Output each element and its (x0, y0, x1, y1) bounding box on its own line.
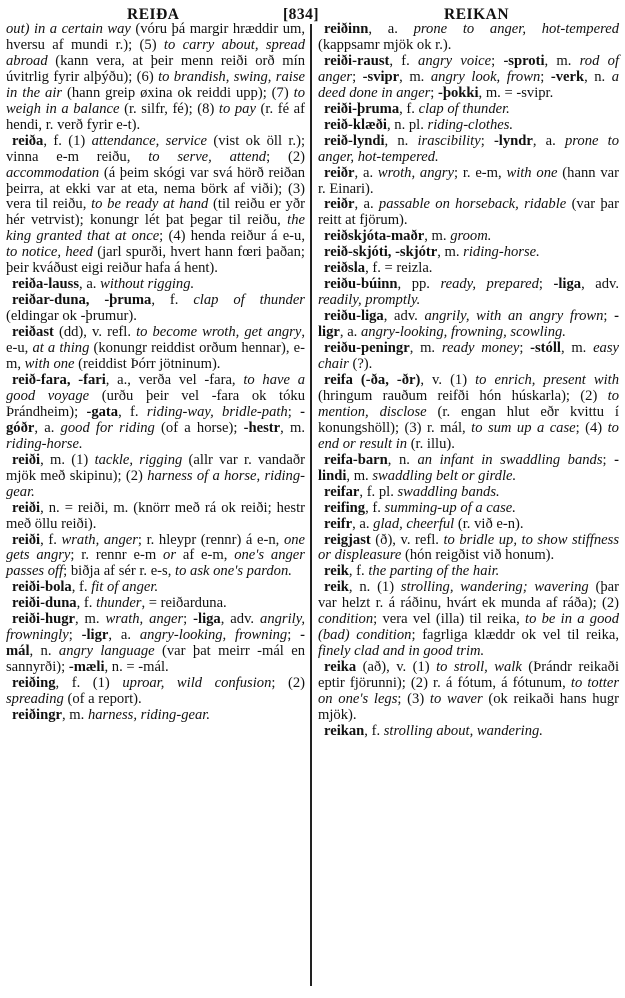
definition: clap of thunder (193, 292, 305, 309)
entry-text: , m. (1) (40, 451, 95, 468)
definition: tackle, rigging (94, 451, 183, 468)
entry-text: (Þrándr reikaði eptir fjörunni); (2) r. á fótum, á fótunum, (318, 659, 619, 692)
entry-text: ; (538, 276, 554, 293)
headword: reið-skjóti, -skjótr (324, 244, 438, 261)
entry-text: ; (491, 52, 504, 69)
definition: to pay (218, 100, 256, 117)
definition: to waver (429, 691, 483, 708)
definition: strolling about, wandering. (383, 722, 543, 739)
entry-text: , a. (34, 419, 61, 436)
entry-text: , n. (384, 132, 418, 149)
dictionary-entry (6, 676, 305, 708)
entry-text: (vóru þá margir hræddir um, hversu af mundi r.); (5) (6, 21, 305, 53)
entry-text: ; (519, 340, 531, 357)
entry-text: (vist ok öll r.); vinna e-m reiðu, (6, 132, 305, 165)
entry-text: (hringum rauðum reifði hón húskarla); (2) (318, 387, 608, 404)
definition: angrily, frowningly (6, 611, 306, 644)
dictionary-entry (318, 453, 619, 485)
dictionary-entry (6, 596, 305, 612)
entry-text: , m. (409, 340, 442, 357)
entry-text: , a. (339, 324, 361, 341)
entry-text: (urðu þeir vel -fara ok tóku Þrándheim); (6, 387, 305, 420)
headword: reið-lyndi (324, 132, 385, 149)
definition: strolling, wandering; wavering (400, 579, 589, 596)
entry-text: , f. (118, 403, 147, 420)
entry-text: , e-u, (6, 324, 305, 357)
headword: reiða (12, 132, 44, 149)
headword: reiða-lauss (12, 276, 80, 293)
definition: one's anger passes off (6, 547, 305, 580)
headword: reik (324, 579, 349, 596)
headword: reiðing (12, 675, 56, 692)
entry-text: (r. við e-n). (454, 515, 524, 532)
definition: to be in a good (bad) condition (318, 611, 619, 644)
definition: riding-way, bridle-path (146, 403, 288, 420)
definition: ready money (441, 340, 520, 357)
definition: spreading (6, 691, 64, 708)
entry-text: (dd), v. refl. (53, 324, 137, 341)
entry-text: ; (68, 627, 82, 644)
headword: reiði (12, 531, 41, 548)
entry-text: (hann greip øxina ok reiddi upp); (7) (62, 84, 294, 101)
headword: -lyndr (493, 132, 533, 149)
dictionary-entry (318, 501, 619, 517)
headword: reiðr (324, 196, 355, 213)
definition: angry-looking, frowning (139, 627, 288, 644)
entry-text: ; (603, 308, 615, 325)
definition: summing-up of a case. (384, 499, 516, 516)
headword: -ligr (81, 627, 109, 644)
entry-text: , m. (399, 68, 431, 85)
definition: riding-horse. (463, 244, 540, 261)
definition: wrath, anger (61, 531, 138, 548)
dictionary-entry (318, 197, 619, 229)
definition: to serve, attend (148, 148, 267, 165)
entry-text: (hón reigðist við honum). (401, 547, 555, 564)
definition: to carry about, spread abroad (6, 36, 306, 69)
entry-text: , f. (151, 292, 194, 309)
entry-text: ; (352, 68, 363, 85)
headword: -lindi (318, 451, 620, 484)
definition: to enrich, present with (475, 371, 619, 388)
headword: reiðast (12, 324, 54, 341)
entry-text: (r. silfr, fé); (8) (119, 100, 219, 117)
entry-text: , n. (584, 68, 612, 85)
definition: prone to anger, hot-tempered. (318, 132, 619, 165)
entry-text: , n. pl. (386, 116, 428, 133)
headword: reifar (324, 483, 360, 500)
entry-text: , adv. (581, 276, 619, 293)
headword: -þokki (437, 84, 479, 101)
entry-text: , f. (389, 52, 419, 69)
headword: -hestr (243, 419, 281, 436)
entry-text: , m. (560, 340, 594, 357)
entry-text: , a. (352, 515, 374, 532)
headword: -mæli (68, 659, 105, 676)
definition: riding-horse. (6, 435, 83, 452)
entry-text: (allr var r. vandaðr mjök með skipinu); (2) (6, 451, 305, 484)
entry-text: , n. (387, 451, 418, 468)
headword: -svipr (362, 68, 400, 85)
entry-text: , adv. (383, 308, 425, 325)
definition: to weigh in a balance (6, 84, 305, 117)
definition: easy chair (318, 340, 619, 373)
definition: angry look, frown (430, 68, 541, 85)
dictionary-entry (6, 612, 305, 676)
definition: out) in a certain way (6, 21, 131, 37)
definition: with one (24, 356, 75, 373)
entry-text: ; biðja af sér r. e-s, (63, 563, 176, 580)
dictionary-entry (6, 293, 305, 325)
entry-text: , f. (364, 722, 384, 739)
entry-text: ; (287, 627, 301, 644)
headword: reifa (-ða, -ðr) (324, 371, 421, 388)
dictionary-entry (318, 517, 619, 533)
entry-text: (reiddist Þórr jötninum). (74, 356, 221, 373)
dictionary-entry (318, 229, 619, 245)
definition: condition (318, 611, 374, 628)
definition: readily, promptly. (318, 292, 421, 309)
entry-text: , m. (346, 467, 373, 484)
dictionary-entry (6, 134, 305, 278)
dictionary-entry (318, 102, 619, 118)
headword: -liga (553, 276, 582, 293)
entry-text: , f. = reizla. (365, 260, 433, 277)
dictionary-entry (318, 22, 619, 54)
entry-text: , f. (1) (43, 132, 92, 149)
entry-text: (eldingar ok -þrumur). (6, 308, 137, 325)
entry-text: (of a horse); (154, 419, 244, 436)
entry-text: (var þar reitt at fjörum). (318, 196, 619, 229)
headword: reiðu-peningr (324, 340, 410, 357)
definition: to ask one's pardon. (175, 563, 292, 580)
definition: to end or result in (318, 419, 619, 452)
entry-text: , m. (62, 706, 88, 723)
entry-text: , m. (74, 611, 106, 628)
entry-text: , a. (354, 196, 379, 213)
entry-text: , a., verða vel -fara, (105, 371, 244, 388)
headword: reifing (324, 499, 366, 516)
entry-text: (r. fé af hendi, r. verð fyrir e-t). (6, 100, 305, 133)
headword: reiðu-liga (324, 308, 384, 325)
entry-text: , f. (399, 100, 419, 117)
headword: -verk (550, 68, 585, 85)
dictionary-entry (318, 166, 619, 198)
headword: reiði (12, 499, 41, 516)
dictionary-entry (318, 533, 619, 565)
definition: attendance, service (91, 132, 207, 149)
definition: to sum up a case (471, 419, 576, 436)
entry-text: , pp. (397, 276, 441, 293)
entry-text: ; (2) (266, 148, 305, 165)
headword: -ligr (318, 308, 620, 341)
definition: swaddling bands. (397, 483, 500, 500)
definition: harness, riding-gear. (87, 706, 210, 723)
entry-text: , f. (1) (55, 675, 123, 692)
entry-text: ; (2) (271, 675, 305, 692)
headword: reikan (324, 722, 365, 739)
headword: reiði-raust (324, 52, 390, 69)
dictionary-entry (6, 501, 305, 533)
definition: good for riding (60, 419, 155, 436)
dictionary-entry (318, 373, 619, 453)
definition: an infant in swaddling bands (417, 451, 603, 468)
entry-text: ; (540, 68, 551, 85)
headword: reiði-bola (12, 579, 72, 596)
dictionary-entry (6, 708, 305, 724)
entry-text: ; (4) henda reiður á e-u, (159, 228, 305, 245)
headword: reiði-hugr (12, 611, 75, 628)
entry-text: , f. (40, 531, 62, 548)
dictionary-entry (318, 309, 619, 341)
headword: reiðsla (324, 260, 366, 277)
headword: -stóll (530, 340, 561, 357)
definition: to have a good voyage (6, 371, 306, 404)
entry-text: , a. (79, 276, 101, 293)
entry-text: , f. pl. (359, 483, 398, 500)
definition: riding-clothes. (427, 116, 514, 133)
entry-text: (var þat meirr -mál en sannyrði); (6, 643, 306, 676)
entry-text: ; (602, 451, 615, 468)
definition: to totter on one's legs (318, 675, 619, 708)
entry-text: , n. (1) (348, 579, 401, 596)
entry-text: (hann var r. Einari). (318, 164, 619, 197)
definition: swaddling belt or girdle. (372, 467, 517, 484)
entry-text: (jarl spurði, hvert hann fœri þaðan; þeir kváðust eigi reiður hafa á hent). (6, 244, 305, 277)
entry-text: (ok reikaði hans hugr mjök). (318, 691, 619, 723)
definition: accommodation (6, 164, 100, 181)
headword: reið-klæði (324, 116, 387, 133)
definition: to notice, heed (6, 244, 93, 261)
running-head-left: REIÐA (127, 6, 180, 23)
dictionary-entry (318, 245, 619, 261)
entry-text: , a. (532, 132, 565, 149)
entry-text: ; fagrliga klæddr ok vel til reika, (411, 627, 619, 644)
headword: -gata (86, 403, 119, 420)
entry-text: , m. (280, 419, 305, 436)
entry-text: ; (287, 403, 301, 420)
definition: a deed done in anger (318, 68, 620, 101)
entry-text: , m. (437, 244, 464, 261)
page-number: [834] (283, 6, 320, 23)
entry-text: ; r. e-m, (453, 164, 507, 181)
entry-text: (á þeim skógi var svá hörð reiðan þeirra, at ekki var at eta, nema börk af viði); (3) vera til reiðu, (6, 164, 305, 213)
dictionary-entry (318, 341, 619, 373)
entry-text: (til reiðu er yðr hér vetrvist); konungr lét þat þegar til reiðu, (6, 196, 305, 229)
headword: reifr (324, 515, 353, 532)
definition: with one (506, 164, 558, 181)
dictionary-entry (6, 453, 305, 501)
dictionary-entry (318, 261, 619, 277)
entry-text: (að), v. (1) (356, 659, 437, 676)
headword: reiðinn (324, 21, 369, 37)
entry-text: ; (480, 132, 494, 149)
dictionary-entry (318, 564, 619, 580)
definition: wroth, angry (377, 164, 454, 181)
dictionary-entry (6, 533, 305, 581)
entry-text: , m. = -svipr. (478, 84, 554, 101)
dictionary-entry (318, 485, 619, 501)
entry-text: , m. (424, 228, 451, 245)
entry-text: ; r. hleypr (rennr) á e-n, (137, 531, 284, 548)
entry-text: , a. (108, 627, 140, 644)
headword: reið-fara, -fari (12, 371, 106, 388)
headword: reiði-þruma (324, 100, 400, 117)
definition: the parting of the hair. (368, 563, 500, 580)
entry-text: , a. (368, 21, 414, 37)
headword: reiði (12, 451, 41, 468)
entry-text: (kann vera, at þeir menn reiði orð mín úvitrlig fyrir alþýðu); (6) (6, 52, 305, 85)
definition: angry-looking, frowning, scowling. (360, 324, 566, 341)
headword: reiði-duna (12, 595, 77, 612)
dictionary-entry (6, 580, 305, 596)
entry-text: , a. (354, 164, 378, 181)
dictionary-entry (6, 373, 305, 453)
entry-text: , v. (1) (420, 371, 476, 388)
entry-text: , f. (365, 499, 385, 516)
entry-text: , n. = reiði, m. (knörr með rá ok reiði; hestr með öllu reiði). (6, 499, 305, 532)
definition: ready, prepared (440, 276, 539, 293)
definition: or (163, 547, 176, 564)
headword: -sproti (503, 52, 545, 69)
entry-text: , n. = -mál. (104, 659, 169, 676)
entry-text: (kappsamr mjök ok r.). (318, 36, 452, 53)
definition: angry language (58, 643, 155, 660)
running-head-right: REIKAN (444, 6, 510, 23)
definition: rod of anger (318, 52, 619, 85)
entry-text: (ð), v. refl. (370, 531, 444, 548)
entry-text: ; vera vel (illa) til reika, (373, 611, 526, 628)
definition: groom. (450, 228, 492, 245)
entry-text: (of a report). (63, 691, 142, 708)
definition: fit of anger. (91, 579, 159, 596)
headword: reigjast (324, 531, 371, 548)
definition: thunder (96, 595, 142, 612)
headword: -góðr (6, 403, 305, 436)
headword: -mál (6, 627, 306, 660)
entry-text: , f. (76, 595, 97, 612)
headword: reifa-barn (324, 451, 388, 468)
definition: to bridle up, to show stiffness or displeasure (318, 531, 619, 564)
definition: prone to anger, hot-tempered (413, 21, 619, 37)
entry-text: ; r. rennr e-m (70, 547, 164, 564)
entry-text: , = reiðarduna. (141, 595, 227, 612)
headword: reiðskjóta-maðr (324, 228, 425, 245)
dictionary-entry (318, 118, 619, 134)
definition: to brandish, swing, raise in the air (6, 68, 305, 101)
definition: uproar, wild confusion (122, 675, 272, 692)
headword: reika (324, 659, 357, 676)
headword: -liga (193, 611, 221, 628)
entry-text: , f. (71, 579, 92, 596)
definition: irascibility (417, 132, 481, 149)
entry-text: ; (430, 84, 438, 101)
entry-text: ; (3) (397, 691, 430, 708)
right-column (318, 22, 619, 740)
entry-text: (þar var helzt r. á ráðinu, hvárt ek munda af ráða); (2) (318, 579, 619, 612)
definition: clap of thunder. (418, 100, 510, 117)
dictionary-entry (6, 22, 305, 134)
dictionary-entry (318, 134, 619, 166)
definition: angry voice (418, 52, 492, 69)
definition: to stroll, walk (436, 659, 522, 676)
entry-text: af e-m, (176, 547, 235, 564)
dictionary-entry (6, 277, 305, 293)
definition: to be ready at hand (91, 196, 209, 213)
definition: one gets angry (6, 531, 306, 564)
definition: wrath, anger (105, 611, 184, 628)
dictionary-entry (318, 724, 619, 740)
headword: reik (324, 563, 349, 580)
entry-text: (r. engan hlut eðr kvittu í konungshöll); (3) r. mál, (318, 403, 619, 436)
definition: the king granted that at once (6, 212, 305, 245)
definition: finely clad and in good trim. (318, 643, 485, 660)
entry-text: , f. (348, 563, 369, 580)
definition: at a thing (32, 340, 90, 357)
definition: glad, cheerful (373, 515, 455, 532)
definition: to become wroth, get angry (136, 324, 302, 341)
dictionary-entry (318, 277, 619, 309)
entry-text: (r. illu). (407, 435, 455, 452)
dictionary-entry (318, 580, 619, 660)
entry-text: , m. (544, 52, 580, 69)
headword: reiðr (324, 164, 355, 181)
dictionary-entry (318, 54, 619, 102)
entry-text: , adv. (220, 611, 261, 628)
headword: reiðingr (12, 706, 62, 723)
definition: without rigging. (100, 276, 195, 293)
definition: passable on horseback, ridable (378, 196, 567, 213)
entry-text: , n. (29, 643, 59, 660)
headword: reiðar-duna, -þruma (12, 292, 152, 309)
definition: angrily, with an angry frown (424, 308, 604, 325)
headword: reiðu-búinn (324, 276, 398, 293)
entry-text: (?). (348, 356, 373, 373)
definition: to mention, disclose (318, 387, 619, 420)
dictionary-entry (6, 325, 305, 373)
column-divider (310, 24, 312, 986)
entry-text: ; (4) (575, 419, 608, 436)
entry-text: ; (183, 611, 194, 628)
left-column (6, 22, 305, 724)
entry-text: (konungr reiddist orðum hennar), e-m, (6, 340, 306, 373)
definition: harness of a horse, riding-gear. (6, 467, 305, 500)
dictionary-entry (318, 660, 619, 724)
